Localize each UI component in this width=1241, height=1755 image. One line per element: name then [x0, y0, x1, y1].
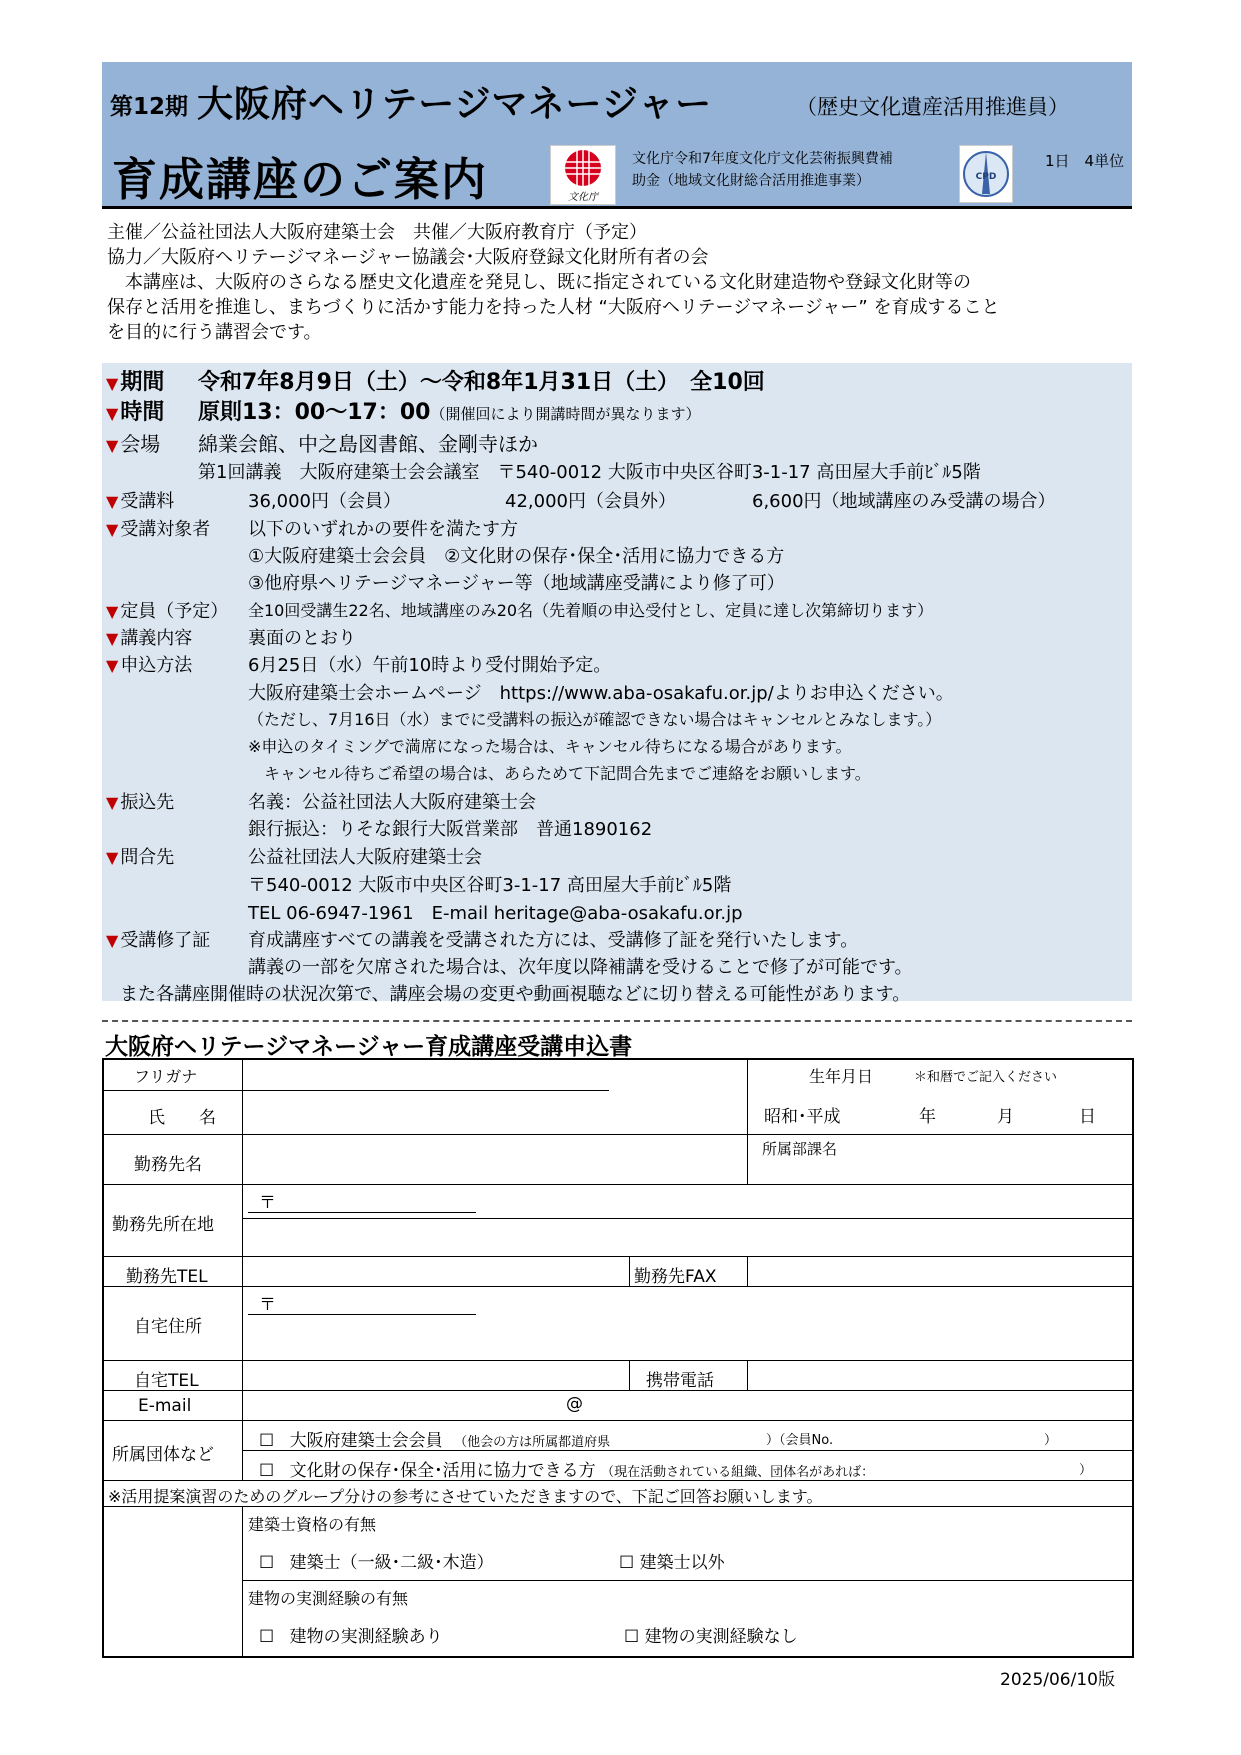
row-divider	[104, 1184, 1132, 1185]
checkbox-architect[interactable]: ☐	[259, 1553, 275, 1573]
postal-underline	[248, 1314, 476, 1315]
contact-3: TEL 06-6947-1961 E-mail heritage@aba-osakafu.or.jp	[248, 903, 743, 924]
work-fax-label: 勤務先FAX	[634, 1267, 717, 1287]
row-divider	[242, 1580, 1132, 1581]
affiliation-label: 所属団体など	[112, 1445, 214, 1465]
target-2: ③他府県ヘリテージマネージャー等（地域講座受講により修了可）	[248, 573, 785, 594]
row-divider	[104, 1134, 1132, 1135]
time-label: 時間	[120, 400, 165, 425]
q-survey-no	[624, 1622, 798, 1647]
page-title: 大阪府ヘリテージマネージャー	[197, 84, 713, 125]
apply-3: （ただし、7月16日（水）までに受講料の振込が確認できない場合はキャンセルとみなします。）	[248, 710, 942, 729]
bunkacho-logo	[550, 145, 616, 205]
transfer-2: 銀行振込：りそな銀行大阪営業部 普通1890162	[248, 819, 653, 840]
marker-icon: ▼	[106, 520, 119, 539]
content-value: 裏面のとおり	[248, 628, 356, 649]
aff-cooperator-note: （現在活動されている組織、団体名があれば：	[601, 1465, 875, 1480]
marker-icon: ▼	[106, 793, 119, 812]
row-divider	[104, 1090, 609, 1091]
marker-icon: ▼	[106, 374, 119, 393]
group-note: ※活用提案演習のためのグループ分けの参考にさせていただきますので、下記ご回答お願いします。	[108, 1487, 823, 1506]
intro-line-3: を目的に行う講習会です。	[107, 322, 322, 343]
birthdate-label: 生年月日	[809, 1067, 874, 1086]
aff-member-close: ）	[1044, 1433, 1058, 1448]
q-survey-yes	[259, 1622, 443, 1647]
row-divider	[104, 1286, 1132, 1287]
period-row	[106, 365, 164, 396]
col-divider	[629, 1360, 630, 1390]
content-row	[106, 624, 192, 650]
checkbox-non-architect[interactable]: ☐	[619, 1553, 635, 1573]
workplace-label: 勤務先名	[134, 1155, 202, 1175]
time-row	[106, 395, 164, 426]
aff-cooperator-close: ）	[1079, 1463, 1093, 1478]
aff-member-number: ）（会員No.	[766, 1433, 834, 1448]
intro-line-2: 保存と活用を推進し、まちづくりに活かす能力を持った人材 “大阪府ヘリテージマネージャー” を育成すること	[107, 297, 1000, 318]
venue-detail: 第1回講義 大阪府建築士会会議室 〒540-0012 大阪市中央区谷町3-1-17 高田屋大手前ﾋﾞﾙ5階	[198, 462, 981, 483]
aff-cooperator-label: 文化財の保存･保全･活用に協力できる方	[289, 1461, 596, 1481]
certificate-2: 講義の一部を欠席された場合は、次年度以降補講を受けることで修了が可能です。	[248, 957, 913, 978]
name-label: 氏 名	[148, 1108, 216, 1128]
cpd-units: 1日 4単位	[1045, 152, 1125, 170]
year-label: 年	[919, 1107, 936, 1127]
venue-label: 会場	[120, 432, 161, 456]
apply-4: ※申込のタイミングで満席になった場合は、キャンセル待ちになる場合があります。	[248, 737, 852, 756]
aff-member-row	[259, 1426, 610, 1451]
col-divider	[629, 1256, 630, 1286]
venue-value: 綿業会館、中之島図書館、金剛寺ほか	[198, 432, 538, 456]
marker-icon: ▼	[106, 931, 119, 950]
cpd-logo	[959, 145, 1013, 203]
certificate-1: 育成講座すべての講義を受講された方には、受講修了証を発行いたします。	[248, 930, 859, 951]
col-divider	[242, 1060, 243, 1480]
apply-5: キャンセル待ちご希望の場合は、あらためて下記問合先までご連絡をお願いします。	[248, 764, 871, 783]
q-survey-experience: 建物の実測経験の有無	[248, 1589, 409, 1608]
time-note: （開催回により開講時間が異なります）	[430, 405, 701, 423]
contact-row	[106, 843, 174, 869]
notice-line: また各講座開催時の状況次第で、講座会場の変更や動画視聴などに切り替える可能性があります。	[120, 984, 911, 1005]
period-label: 期間	[120, 370, 165, 395]
home-address-label: 自宅住所	[134, 1317, 202, 1337]
row-divider	[104, 1360, 1132, 1361]
row-divider	[104, 1256, 1132, 1257]
email-at: @	[566, 1394, 583, 1414]
marker-icon: ▼	[106, 629, 119, 648]
time-row-value	[198, 395, 700, 426]
capacity-value: 全10回受講生22名、地域講座のみ20名（先着順の申込受付とし、定員に達し次第締切ります）	[248, 601, 934, 620]
content-label: 講義内容	[120, 628, 193, 649]
transfer-label: 振込先	[120, 792, 175, 813]
organizer-line: 主催／公益社団法人大阪府建築士会 共催／大阪府教育庁（予定）	[107, 222, 647, 243]
birthdate-note: ＊和暦でご記入ください	[914, 1070, 1058, 1085]
grant-line-2: 助金（地域文化財総合活用推進事業）	[632, 173, 870, 189]
apply-label: 申込方法	[120, 655, 193, 676]
month-label: 月	[997, 1107, 1014, 1127]
postal-mark: 〒	[259, 1295, 276, 1315]
capacity-row	[106, 597, 228, 623]
col-divider	[747, 1360, 748, 1390]
marker-icon: ▼	[106, 848, 119, 867]
apply-row	[106, 651, 192, 677]
aff-cooperator-row	[259, 1456, 874, 1481]
cpd-logo-text: CPD	[975, 172, 997, 182]
period-value: 令和7年8月9日（土）～令和8年1月31日（土） 全10回	[198, 370, 765, 395]
col-divider	[242, 1506, 243, 1656]
work-address-label: 勤務先所在地	[112, 1215, 214, 1235]
row-divider	[242, 1218, 1132, 1219]
aff-member-label: 大阪府建築士会会員	[289, 1431, 443, 1451]
form-title: 大阪府ヘリテージマネージャー育成講座受講申込書	[105, 1034, 633, 1060]
marker-icon: ▼	[106, 492, 119, 511]
q-architect-yes-label: 建築士（一級･二級･木造）	[289, 1553, 494, 1573]
col-divider	[747, 1256, 748, 1286]
aff-member-note: （他会の方は所属都道府県	[454, 1435, 611, 1450]
cut-line	[102, 1020, 1132, 1022]
home-tel-label: 自宅TEL	[134, 1371, 199, 1391]
target-value: 以下のいずれかの要件を満たす方	[248, 519, 518, 540]
mobile-label: 携帯電話	[646, 1371, 714, 1391]
time-value: 原則13：00～17：00	[198, 400, 431, 425]
contact-label: 問合先	[120, 847, 175, 868]
certificate-label: 受講修了証	[120, 930, 211, 951]
target-row	[106, 515, 210, 541]
version-stamp: 2025/06/10版	[1000, 1670, 1115, 1690]
checkbox-cooperator[interactable]: ☐	[259, 1461, 275, 1481]
col-divider	[747, 1060, 748, 1134]
fee-row	[106, 487, 174, 513]
marker-icon: ▼	[106, 656, 119, 675]
furigana-label: フリガナ	[134, 1067, 198, 1086]
cooperation-line: 協力／大阪府ヘリテージマネージャー協議会･大阪府登録文化財所有者の会	[107, 247, 709, 268]
page-subtitle: （歴史文化遺産活用推進員）	[796, 95, 1069, 119]
checkbox-survey-yes[interactable]: ☐	[259, 1627, 275, 1647]
day-label: 日	[1079, 1107, 1096, 1127]
target-1: ①大阪府建築士会会員 ②文化財の保存･保全･活用に協力できる方	[248, 546, 785, 567]
marker-icon: ▼	[106, 602, 119, 621]
marker-icon: ▼	[106, 436, 119, 455]
transfer-row	[106, 788, 174, 814]
email-label: E-mail	[138, 1396, 192, 1416]
fee-member: 36,000円（会員）	[248, 491, 401, 512]
checkbox-survey-no[interactable]: ☐	[624, 1627, 640, 1647]
fee-label: 受講料	[120, 491, 175, 512]
postal-underline	[248, 1212, 476, 1213]
row-divider	[104, 1390, 1132, 1391]
capacity-label: 定員（予定）	[120, 601, 229, 622]
contact-2: 〒540-0012 大阪市中央区谷町3-1-17 高田屋大手前ﾋﾞﾙ5階	[248, 875, 732, 896]
bunkacho-logo-text: 文化庁	[568, 192, 598, 203]
term-label: 第12期	[110, 94, 189, 120]
guide-heading: 育成講座のご案内	[112, 153, 489, 206]
fee-nonmember: 42,000円（会員外）	[505, 491, 676, 512]
certificate-row	[106, 926, 210, 952]
target-label: 受講対象者	[120, 519, 211, 540]
era-label: 昭和･平成	[764, 1107, 841, 1127]
q-survey-no-label: 建物の実測経験なし	[644, 1627, 798, 1647]
contact-1: 公益社団法人大阪府建築士会	[248, 847, 482, 868]
apply-2: 大阪府建築士会ホームページ https://www.aba-osakafu.or.jp/よりお申込ください。	[248, 683, 954, 704]
q-architect-no	[619, 1548, 725, 1573]
application-form	[102, 1058, 1134, 1658]
department-label: 所属部課名	[762, 1140, 838, 1158]
col-divider	[747, 1134, 748, 1184]
fee-regional: 6,600円（地域講座のみ受講の場合）	[752, 491, 1056, 512]
venue-row	[106, 428, 160, 457]
intro-line-1: 本講座は、大阪府のさらなる歴史文化遺産を発見し、既に指定されている文化財建造物や登録文化財等の	[107, 272, 971, 293]
q-architect-no-label: 建築士以外	[639, 1553, 725, 1573]
postal-mark: 〒	[259, 1193, 276, 1213]
checkbox-member[interactable]: ☐	[259, 1431, 275, 1451]
grant-line-1: 文化庁令和7年度文化庁文化芸術振興費補	[632, 151, 893, 167]
work-tel-label: 勤務先TEL	[126, 1267, 208, 1287]
q-architect-license: 建築士資格の有無	[248, 1515, 377, 1534]
q-survey-yes-label: 建物の実測経験あり	[289, 1627, 443, 1647]
apply-1: 6月25日（水）午前10時より受付開始予定。	[248, 655, 612, 676]
transfer-1: 名義：公益社団法人大阪府建築士会	[248, 792, 536, 813]
row-divider	[104, 1420, 1132, 1421]
marker-icon: ▼	[106, 404, 119, 423]
q-architect-yes	[259, 1548, 494, 1573]
